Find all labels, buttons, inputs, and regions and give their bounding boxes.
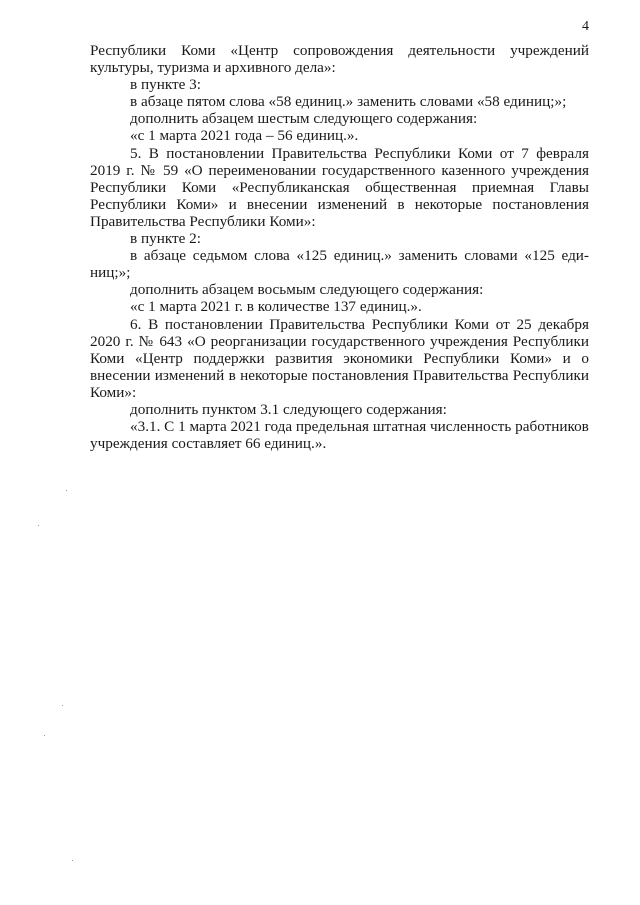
paragraph-4: дополнить абзацем шестым следующего содержания:	[130, 110, 478, 128]
paragraph-5: «с 1 марта 2021 года – 56 единиц.».	[130, 127, 359, 145]
paragraph-8: в абзаце седьмом слова «125 единиц.» заменить словами «125 еди-ниц;»;	[90, 247, 589, 282]
paragraph-12: дополнить пунктом 3.1 следующего содержания:	[130, 400, 447, 418]
paragraph-6: 5. В постановлении Правительства Республики Коми от 7 февраля 2019 г. № 59 «О переименовании государственного казенного учреждения Республики Коми «Республиканская общественная приемная Главы Республики Коми» и внесении изменений в некоторые постановления Правительства Республики Коми»:	[90, 144, 589, 230]
scan-speck	[38, 525, 39, 526]
paragraph-11: 6. В постановлении Правительства Республики Коми от 25 декабря 2020 г. № 643 «О реорганизации государственного учреждения Республики Коми «Центр поддержки развития экономики Республики Коми» и о внесении изменений в некоторые постановления Правительства Республики Коми»:	[90, 315, 589, 401]
paragraph-2: в пункте 3:	[130, 76, 201, 94]
paragraph-1: Республики Коми «Центр сопровождения деятельности учреждений культуры, туризма и архивного дела»:	[90, 42, 589, 77]
scan-speck	[62, 705, 63, 706]
scan-speck	[66, 490, 67, 491]
document-body	[90, 42, 589, 452]
page-number: 4	[582, 19, 589, 34]
paragraph-9: дополнить абзацем восьмым следующего содержания:	[130, 281, 484, 299]
scan-speck	[44, 735, 45, 736]
paragraph-13: «3.1. С 1 марта 2021 года предельная штатная численность работников учреждения составляет 66 единиц.».	[90, 418, 589, 453]
paragraph-3: в абзаце пятом слова «58 единиц.» заменить словами «58 единиц;»;	[130, 93, 567, 111]
paragraph-7: в пункте 2:	[130, 230, 201, 248]
paragraph-10: «с 1 марта 2021 г. в количестве 137 единиц.».	[130, 298, 422, 316]
scan-speck	[72, 860, 73, 861]
